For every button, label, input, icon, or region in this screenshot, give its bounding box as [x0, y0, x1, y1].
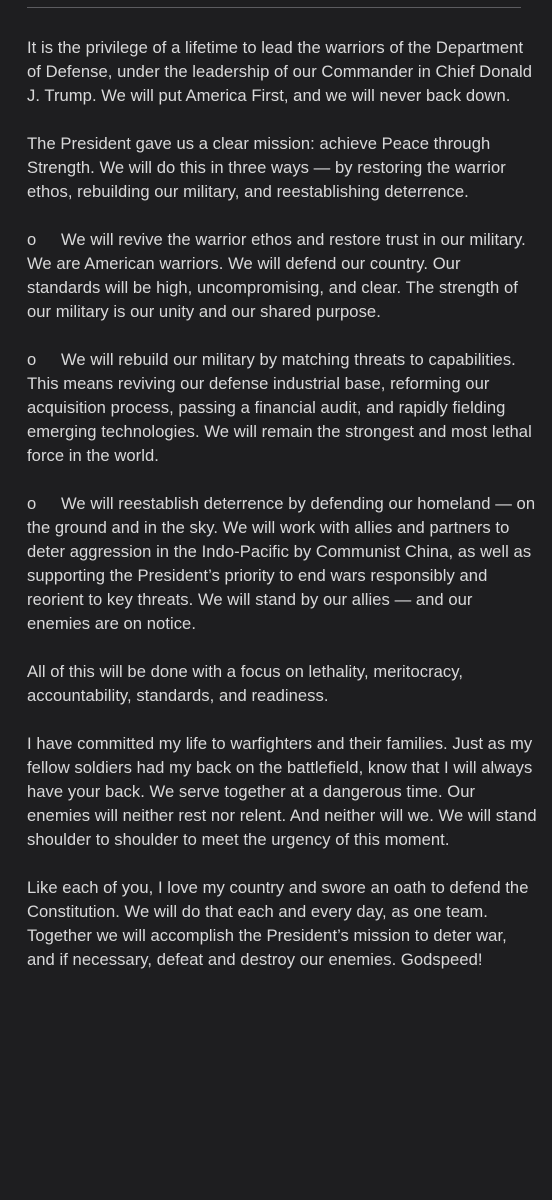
paragraph-text: We will revive the warrior ethos and restore trust in our military. We are American warriors. We will defend our country. Our standards will be high, uncompromising, and clear. The strength of our military is our unity and our shared purpose.	[27, 230, 526, 321]
bullet-warrior-ethos	[27, 228, 537, 324]
paragraph-focus	[27, 660, 537, 708]
paragraph-text: All of this will be done with a focus on lethality, meritocracy, accountability, standards, and readiness.	[27, 662, 464, 705]
bullet-marker: o	[27, 230, 37, 249]
paragraph-commitment	[27, 732, 537, 852]
top-divider	[27, 7, 521, 8]
paragraph-text: It is the privilege of a lifetime to lead the warriors of the Department of Defense, under the leadership of our Commander in Chief Donald J. Trump. We will put America First, and we will never back down.	[27, 38, 533, 105]
letter-body	[27, 36, 537, 996]
paragraph-intro	[27, 36, 537, 108]
bullet-marker: o	[27, 350, 37, 369]
bullet-deterrence	[27, 492, 537, 636]
paragraph-text: I have committed my life to warfighters and their families. Just as my fellow soldiers had my back on the battlefield, know that I will always have your back. We serve together at a dangerous time. Our enemies will neither rest nor relent. And neither will we. We will stand shoulder to shoulder to meet the urgency of this moment.	[27, 734, 537, 849]
paragraph-text: The President gave us a clear mission: achieve Peace through Strength. We will do this in three ways — by restoring the warrior ethos, rebuilding our military, and reestablishing deterrence.	[27, 134, 506, 201]
paragraph-mission	[27, 132, 537, 204]
bullet-marker: o	[27, 494, 37, 513]
paragraph-text: Like each of you, I love my country and swore an oath to defend the Constitution. We will do that each and every day, as one team. Together we will accomplish the President’s mission to deter war, and if necessary, defeat and destroy our enemies. Godspeed!	[27, 878, 529, 969]
bullet-rebuild-military	[27, 348, 537, 468]
paragraph-text: We will rebuild our military by matching threats to capabilities. This means reviving our defense industrial base, reforming our acquisition process, passing a financial audit, and rapidly fielding emerging technologies. We will remain the strongest and most lethal force in the world.	[27, 350, 532, 465]
paragraph-text: We will reestablish deterrence by defending our homeland — on the ground and in the sky. We will work with allies and partners to deter aggression in the Indo-Pacific by Communist China, as well as supporting the President’s priority to end wars responsibly and reorient to key threats. We will stand by our allies — and our enemies are on notice.	[27, 494, 536, 633]
paragraph-closing	[27, 876, 537, 972]
